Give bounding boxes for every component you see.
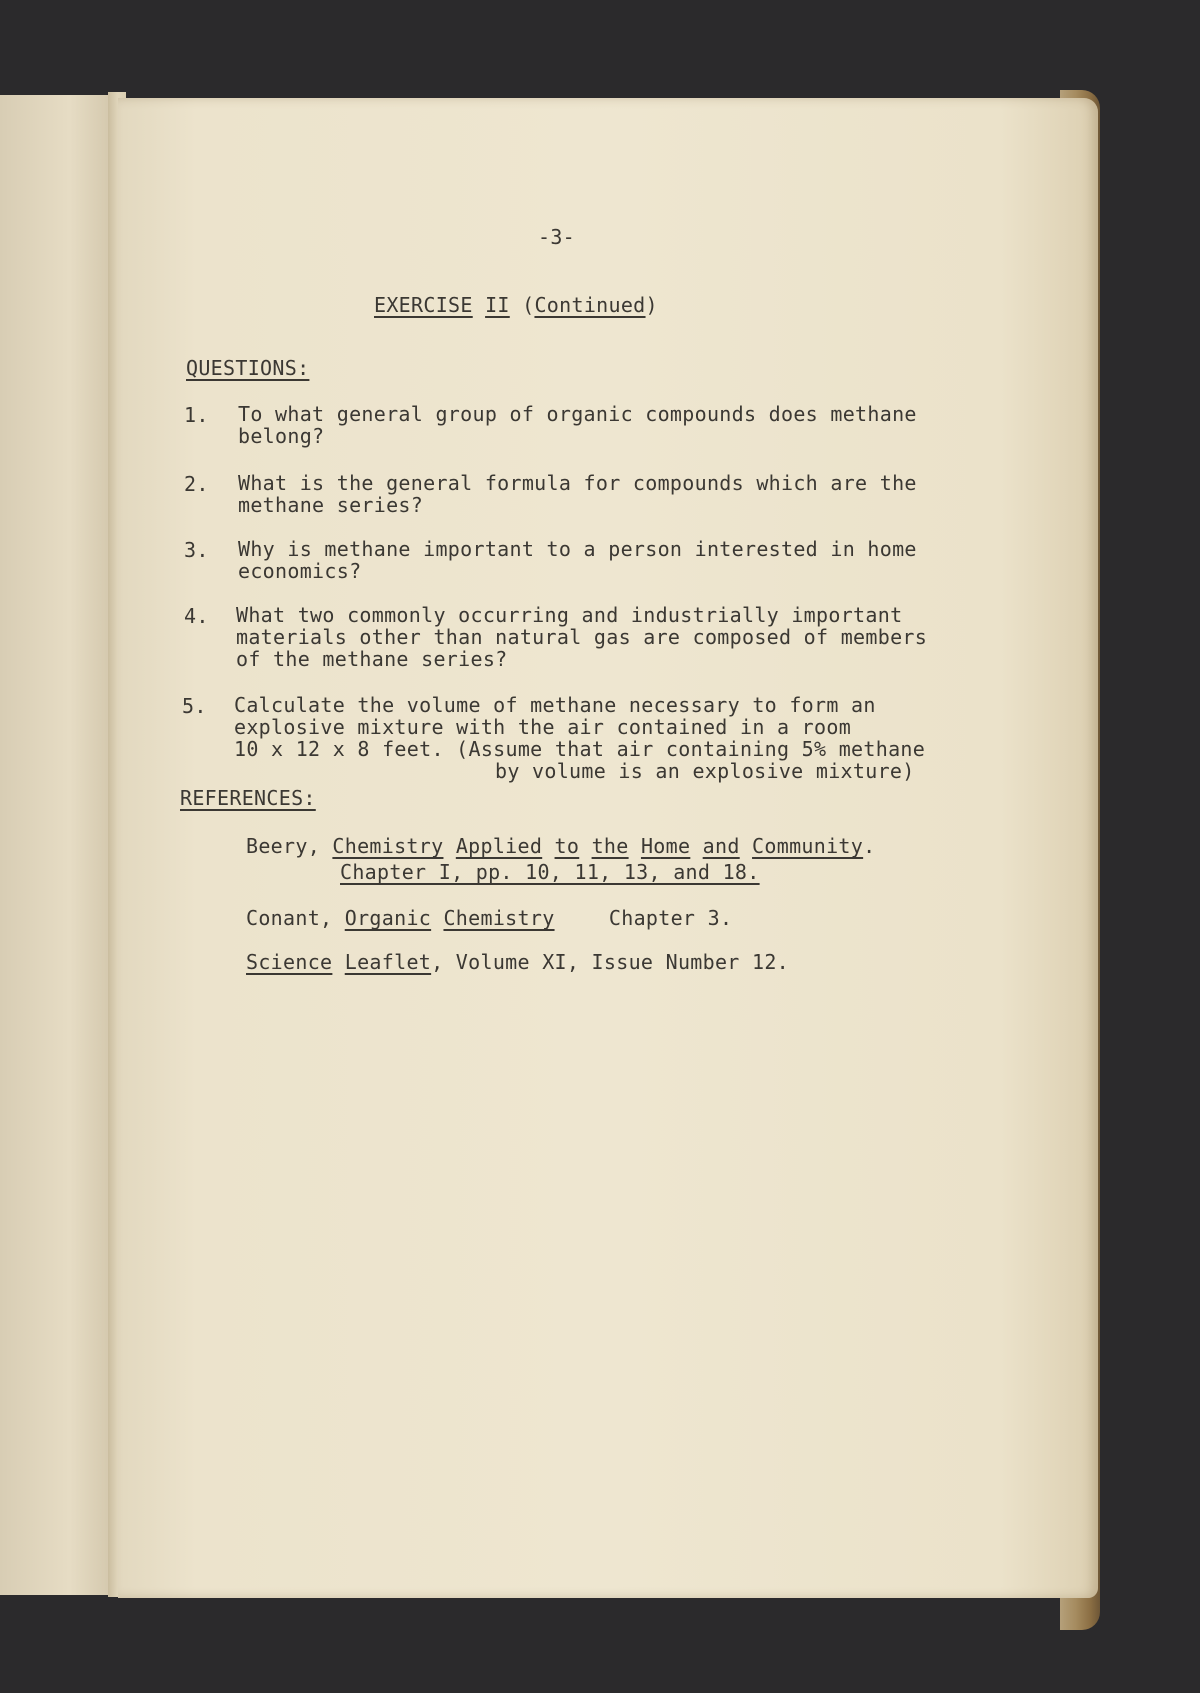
reference-title-word: to	[554, 834, 580, 858]
question-text	[238, 472, 917, 516]
reference-title-word: Science	[246, 950, 333, 974]
reference-title-word: Chemistry	[332, 834, 444, 858]
reference-chapter-line: Chapter I, pp. 10, 11, 13, and 18.	[340, 860, 760, 884]
reference-title-word: and	[702, 834, 740, 858]
heading-continued: Continued	[534, 293, 646, 317]
exercise-heading	[374, 293, 658, 317]
reference-author: Beery,	[246, 834, 321, 858]
heading-number: II	[485, 293, 510, 317]
reference-punct: .	[863, 834, 876, 858]
question-line: explosive mixture with the air contained in a room	[234, 715, 852, 739]
reference-title-word: Applied	[455, 834, 543, 858]
reference-title-word: the	[591, 834, 629, 858]
heading-exercise: EXERCISE	[374, 293, 473, 317]
question-line: by volume is an explosive mixture)	[495, 759, 915, 783]
reference-detail: Chapter 3.	[608, 906, 733, 930]
heading-close-paren: )	[645, 293, 658, 317]
question-line: of the methane series?	[236, 647, 508, 671]
question-line: To what general group of organic compounds does methane	[238, 402, 917, 426]
reference-title-word: Community	[752, 834, 864, 858]
reference-author: Conant,	[246, 906, 333, 930]
question-number: 3.	[184, 538, 209, 562]
question-number: 5.	[182, 694, 207, 718]
question-text	[238, 538, 917, 582]
question-line: What is the general formula for compounds which are the	[238, 471, 917, 495]
question-number: 1.	[184, 403, 209, 427]
question-number: 2.	[184, 472, 209, 496]
questions-label: QUESTIONS:	[186, 356, 310, 380]
reference-detail: , Volume XI, Issue Number 12.	[431, 950, 790, 974]
reference-item	[246, 950, 789, 974]
heading-open-paren: (	[522, 293, 535, 317]
reference-line	[246, 834, 875, 858]
reference-title-word: Organic	[344, 906, 432, 930]
reference-title-word: Home	[640, 834, 691, 858]
reference-item	[246, 906, 732, 930]
question-line: Calculate the volume of methane necessary to form an	[234, 693, 876, 717]
reference-title-word: Chemistry	[443, 906, 555, 930]
question-line: What two commonly occurring and industrially important	[236, 603, 903, 627]
question-number: 4.	[184, 604, 209, 628]
question-line: belong?	[238, 424, 325, 448]
page-number: -3-	[538, 225, 576, 249]
question-text	[236, 604, 927, 670]
question-line: methane series?	[238, 493, 424, 517]
question-line: economics?	[238, 559, 362, 583]
question-line: 10 x 12 x 8 feet. (Assume that air containing 5% methane	[234, 737, 926, 761]
question-line: materials other than natural gas are composed of members	[236, 625, 928, 649]
question-line: Why is methane important to a person interested in home	[238, 537, 917, 561]
question-text	[238, 403, 917, 447]
question-text	[234, 694, 925, 782]
references-label: REFERENCES:	[180, 786, 316, 810]
reference-title-word: Leaflet	[344, 950, 432, 974]
